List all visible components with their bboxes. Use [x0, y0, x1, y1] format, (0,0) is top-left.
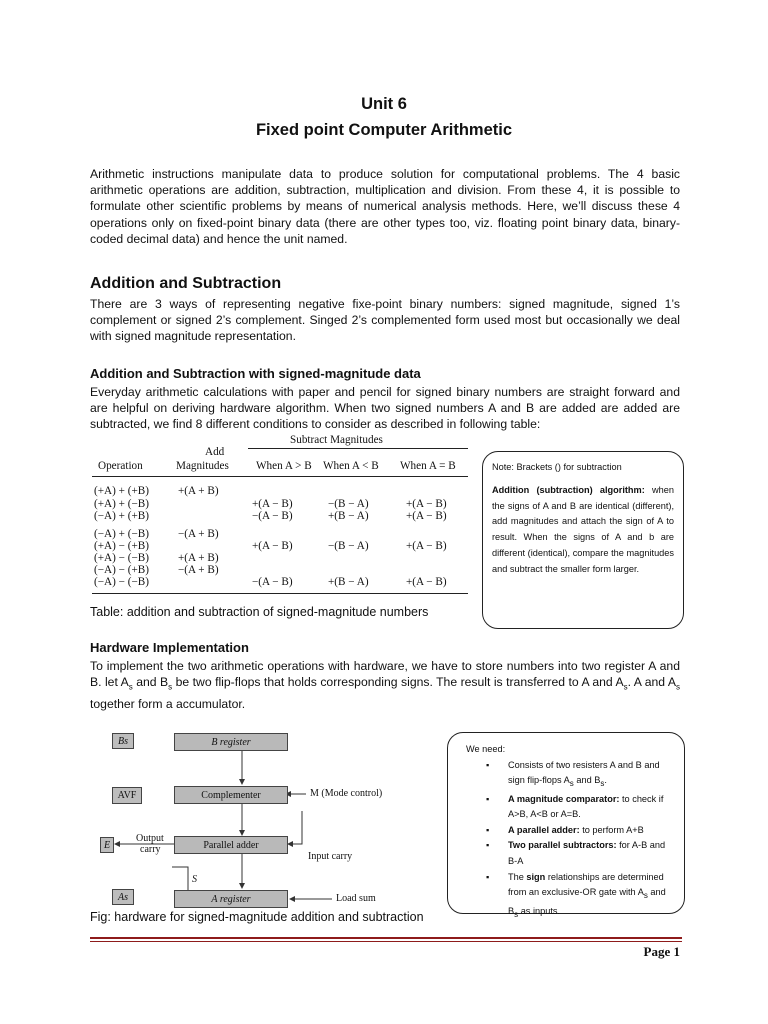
a-register: A register [174, 890, 288, 908]
table-cell-op: (+A) + (+B) [94, 485, 149, 497]
avf-flipflop: AVF [112, 787, 142, 804]
need-5-text-2: relationships are determined from an exclusive-OR gate with A [508, 871, 664, 898]
need-1-text: Consists of two resisters A and B and sign flip-flops A [508, 759, 660, 786]
need-3-bold: A parallel adder: [508, 824, 580, 835]
need-5-text-4: as inputs. [518, 905, 561, 916]
table-row [92, 540, 468, 552]
need-2-bold: A magnitude comparator: [508, 793, 620, 804]
table-group-header: Subtract Magnitudes [290, 434, 383, 446]
requirements-title: We need: [466, 744, 506, 754]
algorithm-note-box [482, 451, 684, 629]
table-cell-op: (+A) − (+B) [94, 540, 149, 552]
table-row [92, 528, 468, 540]
mode-control-label: M (Mode control) [310, 788, 383, 799]
need-5-sub-1: s [643, 891, 648, 900]
figure-caption: Fig: hardware for signed-magnitude addition and subtraction [90, 910, 424, 924]
page-title: Fixed point Computer Arithmetic [255, 121, 513, 139]
hw-sub-2: s [168, 682, 173, 692]
need-4-bold: Two parallel subtractors: [508, 840, 617, 851]
table-row [92, 510, 468, 522]
table-cell-eq: +(A − B) [406, 540, 447, 552]
table-group-rule [248, 448, 468, 449]
table-cell-eq: +(A − B) [406, 576, 447, 588]
table-cell-lt: −(B − A) [328, 498, 369, 510]
table-header-rule [92, 476, 468, 477]
need-1-sub-2: s [600, 779, 605, 789]
note-algorithm [492, 483, 674, 578]
table-row [92, 552, 468, 564]
b-register: B register [174, 733, 288, 751]
table-cell-lt: −(B − A) [328, 540, 369, 552]
need-4-text: for A-B and B-A [508, 840, 666, 866]
need-1-text-3: . [604, 775, 607, 786]
table-cell-add: +(A + B) [178, 485, 219, 497]
hardware-diagram [92, 727, 442, 909]
list-item [460, 870, 672, 922]
table-cell-add: +(A + B) [178, 552, 219, 564]
section-heading-addition-subtraction: Addition and Subtraction [90, 275, 282, 292]
table-row [92, 498, 468, 510]
table-row [92, 485, 468, 497]
table-cell-gt: +(A − B) [252, 498, 293, 510]
section-heading-hardware: Hardware Implementation [90, 640, 249, 655]
list-item [460, 838, 672, 869]
section-addition-paragraph: There are 3 ways of representing negative fixe-point binary numbers: signed magnitude, signed 1’s complement or signed 2’s complement. Singed 2’s complemented form used most but occasionally we deal with signed magnitude representation. [90, 297, 680, 344]
footer-rule-thin [90, 941, 682, 942]
parallel-adder-block: Parallel adder [174, 836, 288, 854]
need-1-sub-1: s [569, 779, 574, 789]
table-cell-eq: +(A − B) [406, 498, 447, 510]
table-bottom-rule [92, 593, 468, 594]
bs-flipflop: Bs [112, 733, 134, 749]
signed-magnitude-table [92, 430, 468, 600]
need-2-text: to check if A>B, A<B or A=B. [508, 793, 664, 820]
hw-sub-4: s [675, 682, 680, 692]
table-header-add-1: Add [205, 446, 225, 458]
need-5-bold: sign [526, 871, 546, 882]
load-sum-label: Load sum [336, 893, 376, 904]
table-cell-op: (+A) + (−B) [94, 498, 149, 510]
requirements-box [447, 732, 685, 919]
note-algorithm-text: when the signs of A and B are identical (different), add magnitudes and attach the sign of A to result. When the signs of A and b are different (identical), compare the magnitudes and subtract the smaller form larger. [492, 484, 674, 574]
need-5-text-3: and B [508, 887, 666, 916]
section-signed-magnitude-paragraph: Everyday arithmetic calculations with paper and pencil for signed binary numbers are straight forward and are helpful on deriving hardware algorithm. When two signed numbers A and B are added are added are subtracted, we find 8 different conditions to consider as described in following table: [90, 385, 680, 432]
diagram-connectors [92, 727, 442, 909]
note-algorithm-title: Addition (subtraction) algorithm: [492, 484, 645, 495]
complementer-block: Complementer [174, 786, 288, 804]
need-5-text: The [508, 871, 527, 882]
table-cell-op: (−A) − (−B) [94, 576, 149, 588]
need-1-text-2: and B [573, 775, 601, 786]
requirements-list [460, 758, 672, 922]
need-3-text: to perform A+B [579, 824, 644, 835]
table-cell-lt: +(B − A) [328, 576, 369, 588]
table-cell-op: (−A) − (+B) [94, 564, 149, 576]
hw-text-3: be two flip-flops that holds corresponding signs. The result is transferred to A and A [172, 675, 624, 690]
e-flipflop: E [100, 837, 114, 853]
unit-number: Unit 6 [361, 95, 407, 113]
intro-paragraph: Arithmetic instructions manipulate data to produce solution for computational problems. The 4 basic arithmetic operations are addition, subtraction, multiplication and division. From these 4, it is possible to formulate other scientific problems by means of numerical analysis methods. Here, we’ll discuss these 4 operations only on fixed-point binary data (there are other types too, viz. floating point binary data, binary-coded decimal data) and hence the unit named. [90, 167, 680, 246]
hw-text-4: . A and A [627, 675, 676, 690]
table-cell-gt: +(A − B) [252, 540, 293, 552]
arrow-input-carry [288, 811, 302, 844]
table-cell-eq: +(A − B) [406, 510, 447, 522]
table-caption: Table: addition and subtraction of signed-magnitude numbers [90, 605, 429, 619]
hw-text-5: together form a accumulator. [90, 696, 246, 711]
s-label: S [192, 874, 197, 885]
output-carry-label-2: carry [140, 844, 161, 855]
table-header-add-2: Magnitudes [176, 460, 229, 472]
output-carry-label-1: Output [136, 833, 164, 844]
note-brackets: Note: Brackets () for subtraction [492, 462, 622, 472]
table-cell-gt: −(A − B) [252, 576, 293, 588]
hw-sub-3: s [623, 682, 628, 692]
hw-text-1: To implement the two arithmetic operations with hardware, we have to store numbers into two register A and B. let A [90, 659, 680, 690]
list-item [460, 823, 672, 839]
table-cell-gt: −(A − B) [252, 510, 293, 522]
table-cell-op: (−A) + (−B) [94, 528, 149, 540]
page-number: Page 1 [643, 944, 680, 959]
section-hardware-paragraph [90, 658, 680, 712]
section-heading-signed-magnitude: Addition and Subtraction with signed-magnitude data [90, 366, 421, 381]
input-carry-label: Input carry [308, 851, 353, 862]
table-cell-add: −(A + B) [178, 528, 219, 540]
hw-text-2: and B [132, 675, 169, 690]
table-cell-lt: +(B − A) [328, 510, 369, 522]
table-header-operation: Operation [98, 460, 143, 472]
table-cell-op: (+A) − (−B) [94, 552, 149, 564]
hw-sub-1: s [128, 682, 133, 692]
as-flipflop: As [112, 889, 134, 905]
table-row [92, 576, 468, 588]
table-header-lt: When A < B [323, 460, 379, 472]
table-header-eq: When A = B [400, 460, 456, 472]
list-item [460, 758, 672, 792]
need-5-sub-2: s [514, 909, 519, 919]
footer-rule [90, 937, 682, 939]
table-row [92, 564, 468, 576]
table-cell-op: (−A) + (+B) [94, 510, 149, 522]
table-cell-add: −(A + B) [178, 564, 219, 576]
list-item [460, 792, 672, 823]
table-header-gt: When A > B [256, 460, 312, 472]
